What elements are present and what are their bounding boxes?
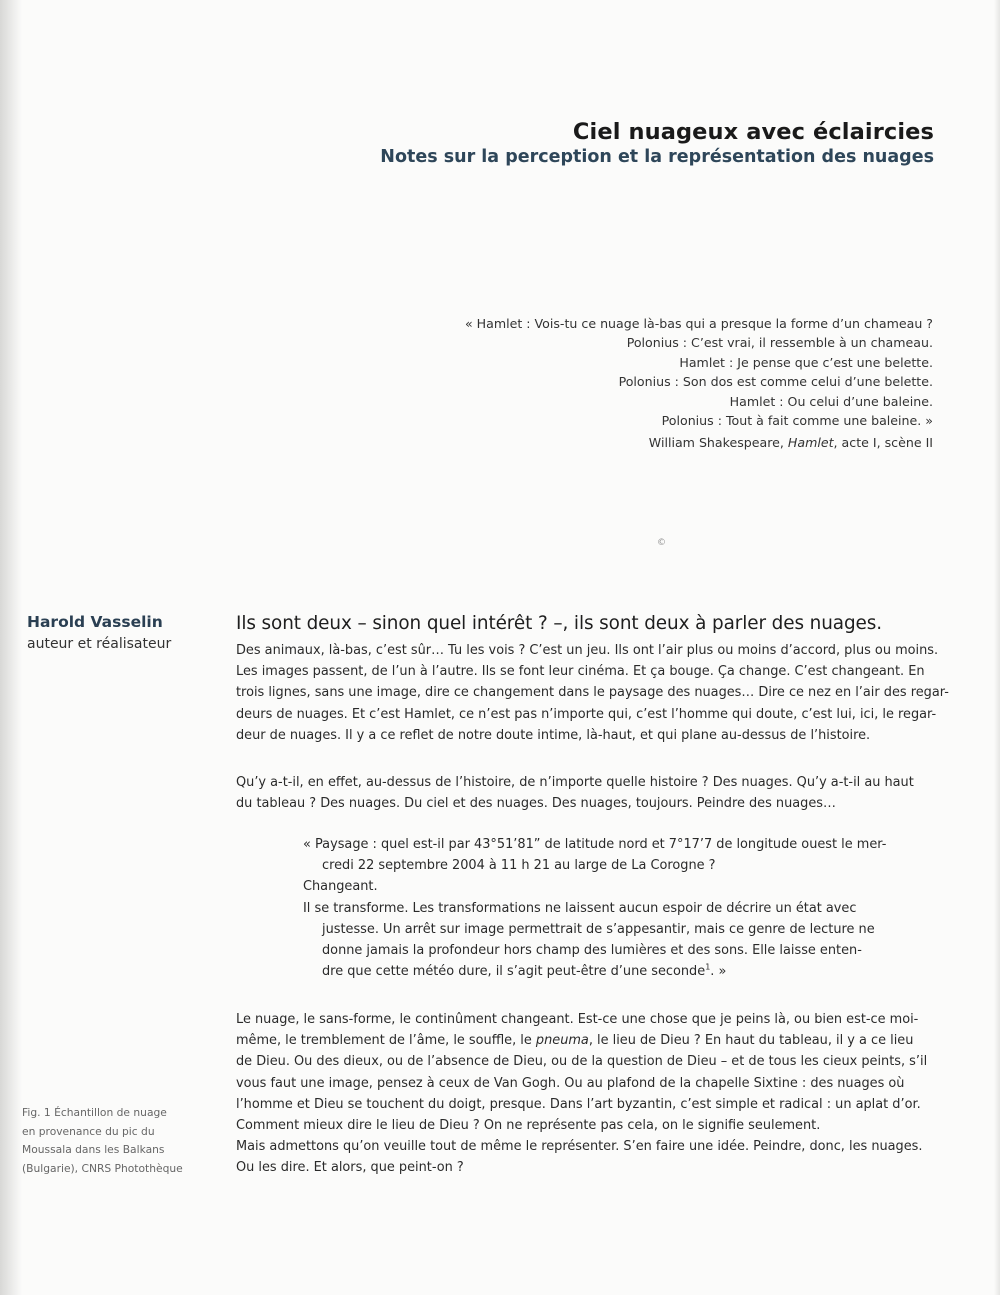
paragraph-2 bbox=[236, 772, 936, 814]
text-segment: même, le tremblement de l’âme, le souffle, le bbox=[236, 1033, 536, 1049]
text-line: Le nuage, le sans-forme, le continûment changeant. Est-ce une chose que je peins là, ou bien est-ce moi- bbox=[236, 1012, 919, 1027]
author-name: Harold Vasselin bbox=[27, 613, 163, 631]
text-line: du tableau ? Des nuages. Du ciel et des nuages. Des nuages, toujours. Peindre des nuages… bbox=[236, 796, 836, 812]
text-line: de Dieu. Ou des dieux, ou de l’absence de Dieu, ou de la question de Dieu – et de tous les cieux peints, s’il bbox=[236, 1054, 928, 1070]
caption-line: Moussala dans les Balkans bbox=[22, 1143, 165, 1157]
epigraph-line: Hamlet : Ou celui d’une baleine. bbox=[729, 393, 933, 409]
quote-line: credi 22 septembre 2004 à 11 h 21 au large de La Corogne ? bbox=[322, 858, 716, 874]
epigraph-line: Polonius : Tout à fait comme une baleine. » bbox=[661, 413, 933, 429]
article-lead: Ils sont deux – sinon quel intérêt ? –, ils sont deux à parler des nuages. bbox=[236, 613, 882, 634]
paragraph-1 bbox=[236, 640, 949, 746]
epigraph-attribution bbox=[465, 433, 933, 452]
page-edge-shadow bbox=[994, 0, 1000, 1295]
text-segment: , le lieu de Dieu ? En haut du tableau, il y a ce lieu bbox=[588, 1033, 914, 1049]
text-line: Comment mieux dire le lieu de Dieu ? On ne représente pas cela, on le signifie seulement. bbox=[236, 1118, 821, 1134]
attribution-author: William Shakespeare, bbox=[648, 435, 788, 451]
text-line: Des animaux, là-bas, c’est sûr… Tu les vois ? C’est un jeu. Ils ont l’air plus ou moins d’accord, plus ou moins. bbox=[236, 643, 939, 658]
text-line: deurs de nuages. Et c’est Hamlet, ce n’est pas n’importe qui, c’est l’homme qui doute, c’est lui, ici, le regar- bbox=[236, 706, 937, 722]
author-role: auteur et réalisateur bbox=[27, 636, 172, 652]
article-title: Ciel nuageux avec éclaircies bbox=[572, 119, 934, 145]
figure-caption bbox=[22, 1104, 204, 1178]
text-line: Ou les dire. Et alors, que peint-on ? bbox=[236, 1160, 464, 1176]
quote-line: Changeant. bbox=[303, 879, 378, 895]
caption-line: Fig. 1 Échantillon de nuage bbox=[22, 1106, 167, 1119]
emphasis-pneuma: pneuma bbox=[535, 1033, 589, 1049]
caption-line: (Bulgarie), CNRS Photothèque bbox=[22, 1161, 183, 1175]
epigraph bbox=[465, 314, 933, 453]
text-line bbox=[236, 1030, 936, 1051]
caption-line: en provenance du pic du bbox=[22, 1124, 155, 1138]
article-subtitle: Notes sur la perception et la représentation des nuages bbox=[380, 147, 934, 167]
text-line: l’homme et Dieu se touchent du doigt, presque. Dans l’art byzantin, c’est simple et radical : un aplat d’or. bbox=[236, 1096, 921, 1112]
epigraph-line: « Hamlet : Vois-tu ce nuage là-bas qui a presque la forme d’un chameau ? bbox=[464, 316, 933, 331]
paragraph-3 bbox=[236, 1009, 936, 1179]
text-line: Qu’y a-t-il, en effet, au-dessus de l’histoire, de n’importe quelle histoire ? Des nuages. Qu’y a-t-il au haut bbox=[236, 775, 914, 790]
quote-text: . » bbox=[710, 964, 727, 980]
quote-line: donne jamais la profondeur hors champ des lumières et des sons. Elle laisse enten- bbox=[322, 943, 862, 959]
epigraph-line: Polonius : Son dos est comme celui d’une belette. bbox=[618, 374, 933, 390]
quote-line: « Paysage : quel est-il par 43°51’81” de latitude nord et 7°17’7 de longitude ouest le mer- bbox=[303, 837, 887, 852]
text-line: Mais admettons qu’on veuille tout de même le représenter. S’en faire une idée. Peindre, donc, les nuages. bbox=[236, 1139, 923, 1155]
footnote-marker[interactable]: 1 bbox=[705, 962, 711, 972]
quote-text: dre que cette météo dure, il s’agit peut-être d’une seconde bbox=[322, 964, 706, 980]
text-line: Les images passent, de l’un à l’autre. Ils se font leur cinéma. Et ça bouge. Ça change. C’est changeant. En bbox=[236, 664, 925, 680]
text-line: deur de nuages. Il y a ce reflet de notre doute intime, là-haut, et qui plane au-dessus de l’histoire. bbox=[236, 727, 871, 743]
page-gutter-shadow bbox=[0, 0, 22, 1295]
quote-line: Il se transforme. Les transformations ne laissent aucun espoir de décrire un état avec bbox=[303, 900, 857, 916]
text-line: vous faut une image, pensez à ceux de Van Gogh. Ou au plafond de la chapelle Sixtine : des nuages où bbox=[236, 1075, 905, 1091]
text-line: trois lignes, sans une image, dire ce changement dans le paysage des nuages… Dire ce nez en l’air des regar- bbox=[236, 685, 949, 701]
section-ornament: © bbox=[657, 538, 666, 548]
attribution-work: Hamlet bbox=[787, 435, 834, 451]
epigraph-line: Polonius : C’est vrai, il ressemble à un chameau. bbox=[626, 335, 933, 351]
epigraph-line: Hamlet : Je pense que c’est une belette. bbox=[679, 354, 933, 370]
quote-line bbox=[303, 961, 873, 982]
attribution-rest: , acte I, scène II bbox=[833, 435, 933, 451]
quote-line: justesse. Un arrêt sur image permettrait de s’appesantir, mais ce genre de lecture ne bbox=[322, 921, 875, 937]
block-quote bbox=[303, 834, 887, 982]
